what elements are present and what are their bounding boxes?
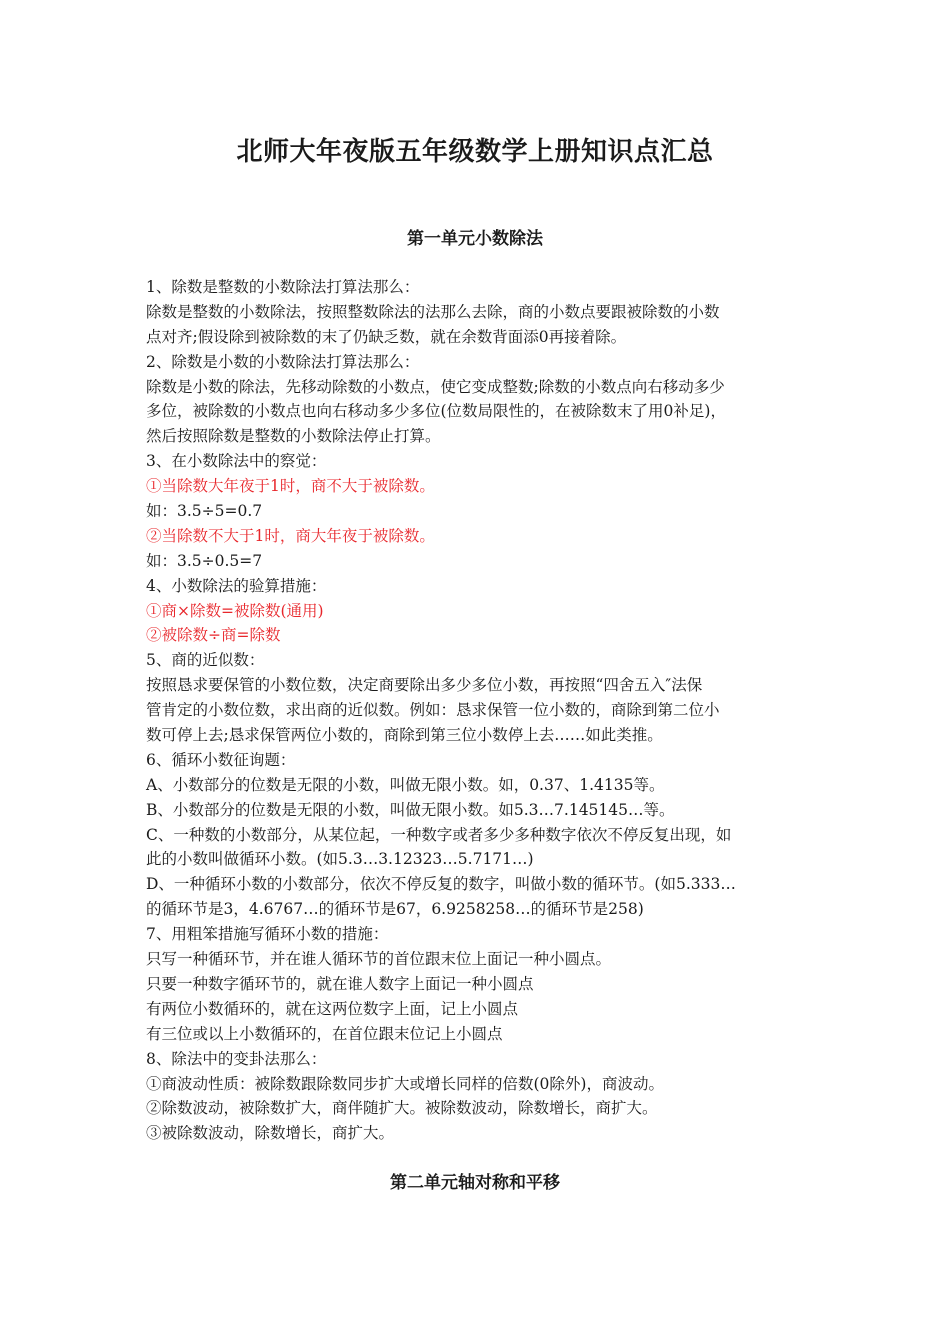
text-line: ①当除数大年夜于1时，商不大于被除数。 xyxy=(146,477,435,496)
text-line: 6、循环小数征询题： xyxy=(146,750,296,769)
text-line: 1、除数是整数的小数除法打算法那么： xyxy=(146,278,420,296)
text-line: 只要一种数字循环节的，就在谁人数字上面记一种小圆点 xyxy=(146,974,534,993)
text-line: ③被除数波动，除数增长，商扩大。 xyxy=(146,1124,395,1143)
text-line: 除数是整数的小数除法，按照整数除法的法那么去除，商的小数点要跟被除数的小数 xyxy=(146,302,720,321)
text-line: B、小数部分的位数是无限的小数，叫做无限小数。如5.3…7.145145…等。 xyxy=(146,800,675,819)
text-line: 管肯定的小数位数，求出商的近似数。例如：恳求保管一位小数的，商除到第二位小 xyxy=(146,701,720,720)
document-title: 北师大年夜版五年级数学上册知识点汇总 xyxy=(236,137,714,167)
text-line: A、小数部分的位数是无限的小数，叫做无限小数。如，0.37、1.4135等。 xyxy=(146,775,665,794)
text-line: 8、除法中的变卦法那么： xyxy=(146,1049,327,1068)
text-line: 点对齐;假设除到被除数的末了仍缺乏数，就在余数背面添0再接着除。 xyxy=(146,327,627,346)
text-line: 3、在小数除法中的察觉： xyxy=(146,452,327,471)
text-line: 如：3.5÷0.5=7 xyxy=(146,551,263,570)
text-line: 5、商的近似数： xyxy=(146,651,265,670)
text-line: 按照恳求要保管的小数位数，决定商要除出多少多位小数，再按照“四舍五入″法保 xyxy=(146,676,703,695)
text-line: 多位，被除数的小数点也向右移动多少多位(位数局限性的，在被除数末了用0补足)， xyxy=(146,402,726,421)
text-line: 除数是小数的除法，先移动除数的小数点，使它变成整数;除数的小数点向右移动多少 xyxy=(146,377,725,396)
text-line: 然后按照除数是整数的小数除法停止打算。 xyxy=(146,427,441,446)
text-line: 此的小数叫做循环小数。(如5.3…3.12323…5.7171…) xyxy=(146,850,534,869)
text-line: ②除数波动，被除数扩大，商伴随扩大。被除数波动，除数增长，商扩大。 xyxy=(146,1099,658,1118)
text-line: 7、用粗笨措施写循环小数的措施： xyxy=(146,925,389,944)
section-heading-unit-1: 第一单元小数除法 xyxy=(407,229,543,249)
text-line: 2、除数是小数的小数除法打算法那么： xyxy=(146,352,420,371)
text-line: ②被除数÷商=除数 xyxy=(146,626,281,645)
text-line: D、一种循环小数的小数部分，依次不停反复的数字，叫做小数的循环节。(如5.333… xyxy=(146,875,736,894)
text-line: ①商×除数=被除数(通用) xyxy=(146,601,324,620)
text-line: 4、小数除法的验算措施： xyxy=(146,576,327,595)
text-line: 如：3.5÷5=0.7 xyxy=(146,502,263,521)
text-line: 有两位小数循环的，就在这两位数字上面，记上小圆点 xyxy=(146,999,519,1018)
text-line: 只写一种循环节，并在谁人循环节的首位跟末位上面记一种小圆点。 xyxy=(146,950,612,969)
text-line: 的循环节是3，4.6767…的循环节是67，6.9258258…的循环节是258) xyxy=(146,900,644,919)
section-body-unit-1 xyxy=(146,275,806,1146)
text-line: ②当除数不大于1时，商大年夜于被除数。 xyxy=(146,526,435,545)
text-line: 数可停上去;恳求保管两位小数的，商除到第三位小数停上去……如此类推。 xyxy=(146,726,663,745)
text-line: C、一种数的小数部分，从某位起，一种数字或者多少多种数字依次不停反复出现，如 xyxy=(146,825,732,844)
text-line: 有三位或以上小数循环的，在首位跟末位记上小圆点 xyxy=(146,1024,503,1043)
section-heading-unit-2: 第二单元轴对称和平移 xyxy=(390,1173,560,1193)
text-line: ①商波动性质：被除数跟除数同步扩大或增长同样的倍数(0除外)，商波动。 xyxy=(146,1074,664,1093)
